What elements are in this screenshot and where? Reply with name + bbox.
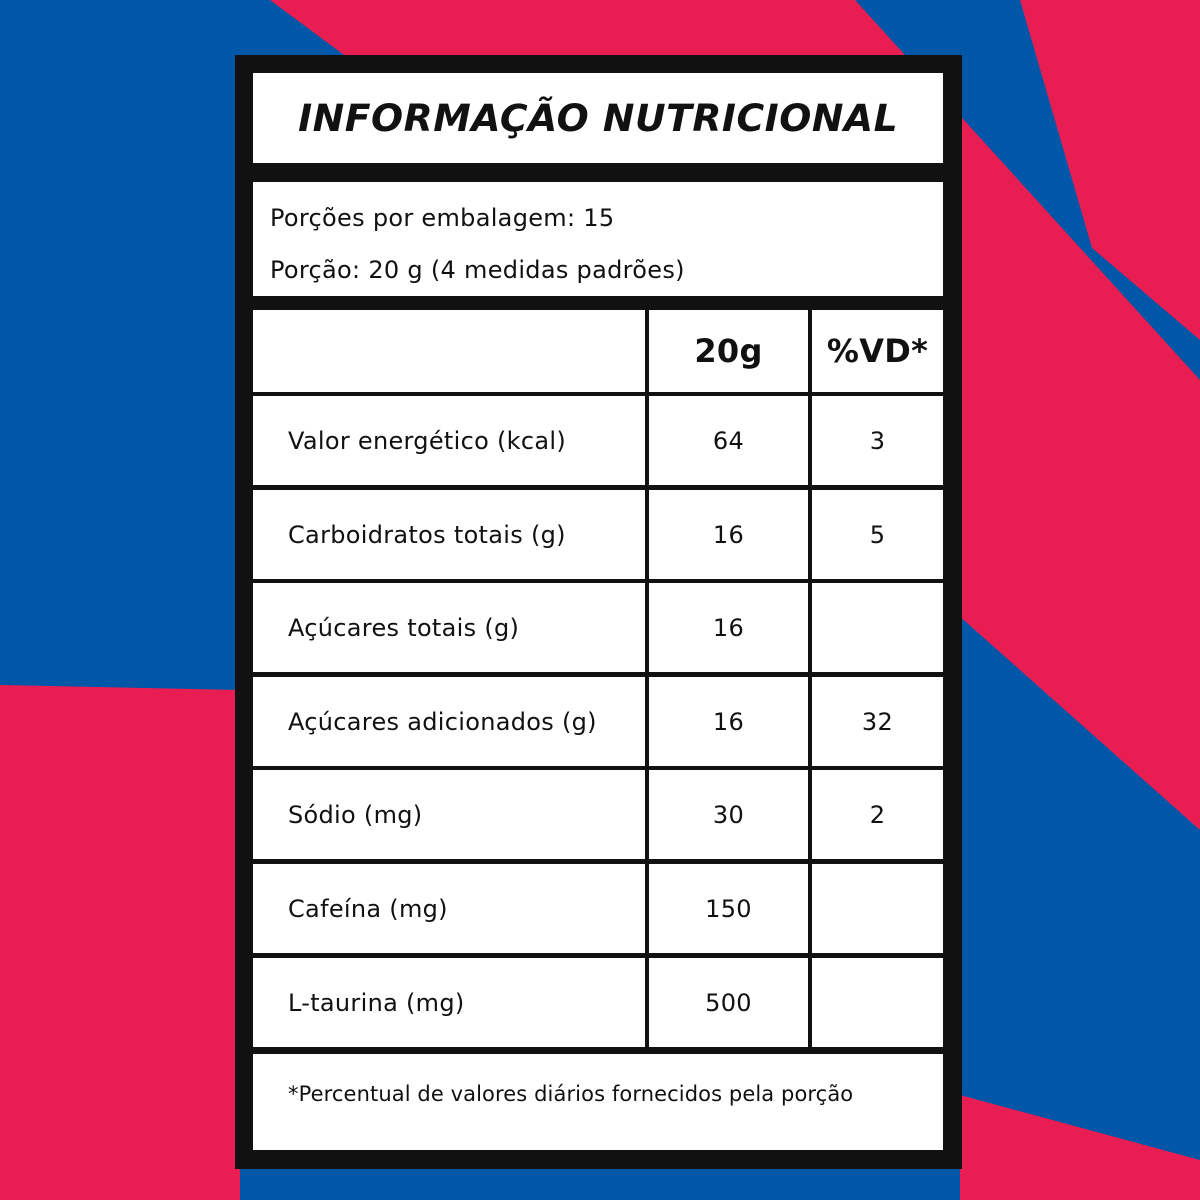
nutrient-name: Carboidratos totais (g) xyxy=(253,490,645,579)
nutrient-daily-value: 3 xyxy=(812,396,943,485)
footnote: *Percentual de valores diários fornecidos pela porção xyxy=(288,1082,854,1106)
nutrient-daily-value: 2 xyxy=(812,770,943,859)
portions-per-package: Porções por embalagem: 15 xyxy=(270,204,615,232)
label-title: INFORMAÇÃO NUTRICIONAL xyxy=(297,96,899,140)
nutrient-name: Cafeína (mg) xyxy=(253,864,645,953)
nutrition-label xyxy=(235,55,962,1169)
nutrient-name: Valor energético (kcal) xyxy=(253,396,645,485)
nutrient-amount: 16 xyxy=(649,677,808,766)
portion-size: Porção: 20 g (4 medidas padrões) xyxy=(270,256,685,284)
nutrient-daily-value xyxy=(812,583,943,672)
nutrient-amount: 16 xyxy=(649,490,808,579)
nutrient-daily-value: 32 xyxy=(812,677,943,766)
nutrient-daily-value: 5 xyxy=(812,490,943,579)
header-daily-value: %VD* xyxy=(812,310,943,392)
header-cell-empty xyxy=(253,310,645,392)
nutrient-amount: 16 xyxy=(649,583,808,672)
nutrient-name: Açúcares adicionados (g) xyxy=(253,677,645,766)
nutrient-amount: 500 xyxy=(649,958,808,1047)
header-amount: 20g xyxy=(649,310,808,392)
title-box xyxy=(253,73,943,163)
nutrition-table xyxy=(253,310,943,1050)
footnote-box xyxy=(253,1054,943,1150)
nutrient-amount: 150 xyxy=(649,864,808,953)
serving-info xyxy=(253,182,943,296)
nutrient-name: Sódio (mg) xyxy=(253,770,645,859)
nutrient-amount: 30 xyxy=(649,770,808,859)
nutrient-daily-value xyxy=(812,958,943,1047)
nutrient-name: Açúcares totais (g) xyxy=(253,583,645,672)
nutrient-name: L-taurina (mg) xyxy=(253,958,645,1047)
nutrient-daily-value xyxy=(812,864,943,953)
nutrient-amount: 64 xyxy=(649,396,808,485)
bg-red-shape-left xyxy=(0,685,240,1200)
